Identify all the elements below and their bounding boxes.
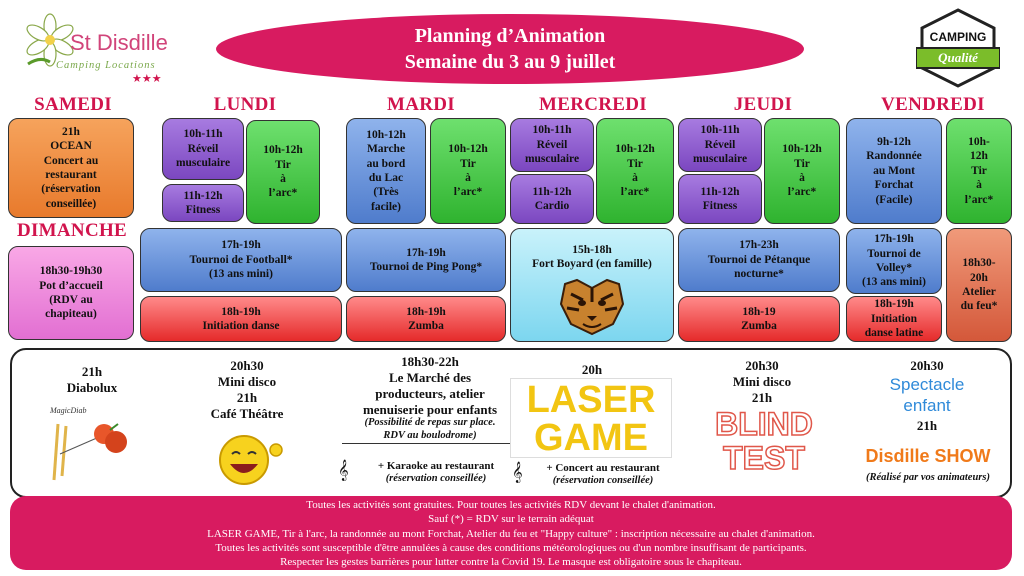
mercredi-fort-boyard: 15h-18h Fort Boyard (en famille) <box>510 228 674 342</box>
mardi-zumba: 18h-19h Zumba <box>346 296 506 342</box>
mardi-tir: 10h-12h Tir à l’arc* <box>430 118 506 224</box>
footer-line-1: Toutes les activités sont gratuites. Pour toutes les activités RDV devant le chalet d'animation. <box>306 499 716 511</box>
disdille-show-title: Disdille SHOW <box>865 446 991 466</box>
music-note-icon: 𝄞 <box>338 460 349 480</box>
vendredi-tir: 10h- 12h Tir à l’arc* <box>946 118 1012 224</box>
evening-jeudi: 20h30 Mini disco 21h <box>732 358 792 405</box>
jeudi-petanque: 17h-23h Tournoi de Pétanque nocturne* <box>678 228 840 292</box>
footer-line-2: Sauf (*) = RDV sur le terrain adéquat <box>428 513 594 526</box>
footer-line-5: Respecter les gestes barrières pour lutter contre la Covid 19. Le masque est obligatoire sous le chapiteau. <box>280 556 742 569</box>
lundi-fitness: 11h-12h Fitness <box>162 184 244 222</box>
day-lundi: LUNDI <box>213 94 277 115</box>
diabolo-image <box>46 404 136 484</box>
day-mardi: MARDI <box>387 94 455 115</box>
day-jeudi: JEUDI <box>733 94 793 115</box>
mardi-marche: 10h-12h Marche au bord du Lac (Très facile) <box>346 118 426 224</box>
laser-game-logo: LASER GAME <box>510 378 672 458</box>
page-title <box>216 14 804 84</box>
vendredi-volley: 17h-19h Tournoi de Volley* (13 ans mini) <box>846 228 942 294</box>
diabolo-brand: MagicDiab <box>50 406 87 415</box>
day-vendredi: VENDREDI <box>881 94 985 115</box>
camping-logo <box>14 8 184 88</box>
evening-samedi: 21h Diabolux <box>66 364 118 395</box>
jeudi-tir: 10h-12h Tir à l’arc* <box>764 118 840 224</box>
vendredi-atelier-feu: 18h30- 20h Atelier du feu* <box>946 228 1012 342</box>
evening-vendredi: 20h30 Spectacle enfant 21h <box>889 358 965 434</box>
evening-mardi-karaoke: + Karaoke au restaurant (réservation conseillée) <box>377 460 495 485</box>
badge-bottom-text: Qualité <box>938 50 978 65</box>
jeudi-zumba: 18h-19 Zumba <box>678 296 840 342</box>
mercredi-reveil: 10h-11h Réveil musculaire <box>510 118 594 172</box>
badge-shape-icon <box>916 8 1000 88</box>
jeudi-fitness: 11h-12h Fitness <box>678 174 762 224</box>
lundi-reveil: 10h-11h Réveil musculaire <box>162 118 244 180</box>
lundi-tir: 10h-12h Tir à l’arc* <box>246 120 320 224</box>
vendredi-danse-latine: 18h-19h Initiation danse latine <box>846 296 942 342</box>
day-dimanche: DIMANCHE <box>16 220 128 241</box>
dimanche-pot-accueil: 18h30-19h30 Pot d’accueil (RDV au chapiteau) <box>8 246 134 340</box>
badge-top-text: CAMPING <box>929 30 987 44</box>
laughing-smiley-icon <box>208 430 288 488</box>
lundi-football: 17h-19h Tournoi de Football* (13 ans mini) <box>140 228 342 292</box>
logo-subtitle: Camping Locations <box>56 60 156 71</box>
lundi-danse: 18h-19h Initiation danse <box>140 296 342 342</box>
evening-panel <box>10 348 1012 498</box>
blind-test-logo: BLIND TEST <box>715 406 813 476</box>
evening-lundi: 20h30 Mini disco 21h Café Théâtre <box>210 358 284 421</box>
title-line-1: Planning d’Animation <box>414 25 606 47</box>
mercredi-cardio: 11h-12h Cardio <box>510 174 594 224</box>
vendredi-randonnee: 9h-12h Randonnée au Mont Forchat (Facile) <box>846 118 942 224</box>
day-mercredi: MERCREDI <box>539 94 647 115</box>
camping-qualite-badge <box>916 8 1000 88</box>
footer-line-3: LASER GAME, Tir à l'arc, la randonnée au mont Forchat, Atelier du feu et "Happy culture" : inscription nécessaire au chalet d'animation. <box>207 527 815 540</box>
logo-stars: ★★★ <box>132 73 162 85</box>
samedi-concert: 21h OCEAN Concert au restaurant (réservation conseillée) <box>8 118 134 218</box>
mercredi-tir: 10h-12h Tir à l’arc* <box>596 118 674 224</box>
tiger-icon <box>557 276 627 336</box>
footer-line-4: Toutes les activités sont susceptible d'être annulées à cause des conditions météorologiques ou d'un nombre insuffisant de participants. <box>215 541 807 554</box>
diabolo-icon <box>46 404 136 484</box>
title-line-2: Semaine du 3 au 9 juillet <box>404 51 616 73</box>
evening-vendredi-note: (Réalisé par vos animateurs) <box>866 472 990 483</box>
evening-mardi: 18h30-22h Le Marché des producteurs, atelier menuiserie pour enfants (Possibilité de repas sur place. RDV au boulodrome) <box>342 354 518 444</box>
logo-name: St Disdille <box>70 30 168 55</box>
mardi-ping-pong: 17h-19h Tournoi de Ping Pong* <box>346 228 506 292</box>
evening-mercredi-concert: + Concert au restaurant (réservation conseillée) <box>546 462 660 487</box>
footer-notes <box>10 496 1012 570</box>
jeudi-reveil: 10h-11h Réveil musculaire <box>678 118 762 172</box>
evening-mercredi-time: 20h <box>581 362 603 377</box>
music-note-icon-2: 𝄞 <box>512 462 523 482</box>
day-samedi: SAMEDI <box>34 94 112 115</box>
